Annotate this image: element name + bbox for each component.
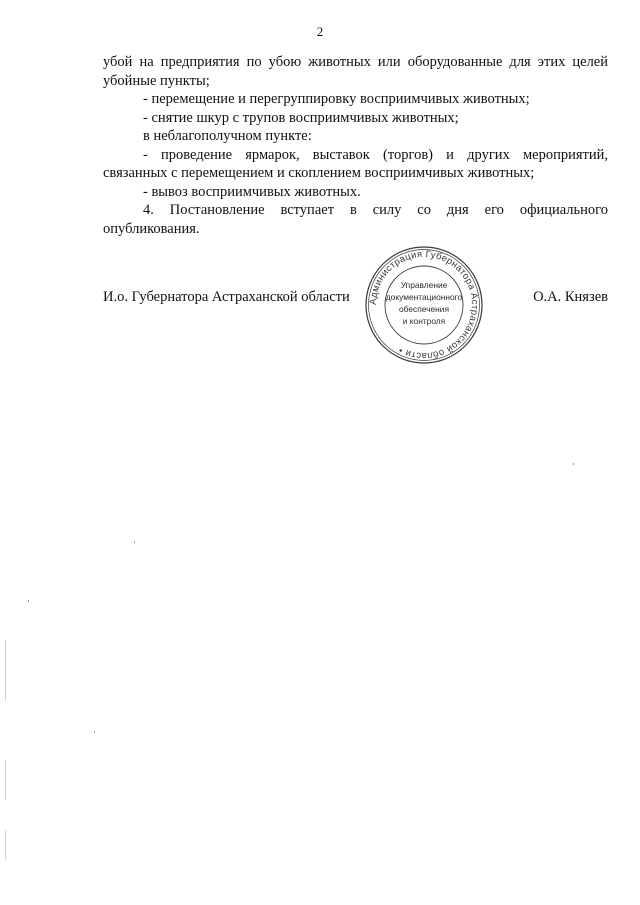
- seal-graphic: [363, 244, 485, 366]
- paragraph: 4. Постановление вступает в силу со дня его официального опубликования.: [103, 202, 608, 237]
- signature-block: [103, 289, 608, 309]
- seal-ring-text: Администрация Губернатора Астраханской области •: [367, 248, 481, 362]
- document-body: [103, 53, 608, 238]
- seal-center-line: Управление: [400, 280, 448, 290]
- paragraph: - проведение ярмарок, выставок (торгов) и других мероприятий, связанных с перемещением и скоплением восприимчивых животных;: [103, 146, 608, 181]
- scan-speck: [94, 731, 95, 733]
- paragraph: убой на предприятия по убою животных или оборудованные для этих целей убойные пункты;: [103, 54, 608, 89]
- scan-speck: [134, 541, 135, 543]
- paragraph: в неблагополучном пункте:: [143, 128, 312, 144]
- page-number: 2: [316, 24, 324, 39]
- scan-edge-mark: [5, 640, 6, 700]
- official-seal-stamp: [363, 244, 485, 366]
- scan-edge-mark: [5, 830, 6, 860]
- signatory-title: И.о. Губернатора Астраханской области: [103, 289, 350, 305]
- scan-edge-mark: [5, 760, 6, 800]
- seal-center-line: и контроля: [402, 316, 446, 326]
- seal-center-line: документационного: [385, 292, 463, 302]
- paragraph: - перемещение и перегруппировку восприимчивых животных;: [143, 91, 530, 107]
- paragraph: - вывоз восприимчивых животных.: [143, 183, 361, 200]
- signatory-name: О.А. Князев: [533, 289, 608, 305]
- seal-center-line: обеспечения: [399, 304, 449, 314]
- scan-speck: [28, 600, 29, 602]
- paragraph: - снятие шкур с трупов восприимчивых животных;: [143, 109, 459, 126]
- scan-speck: [573, 463, 574, 465]
